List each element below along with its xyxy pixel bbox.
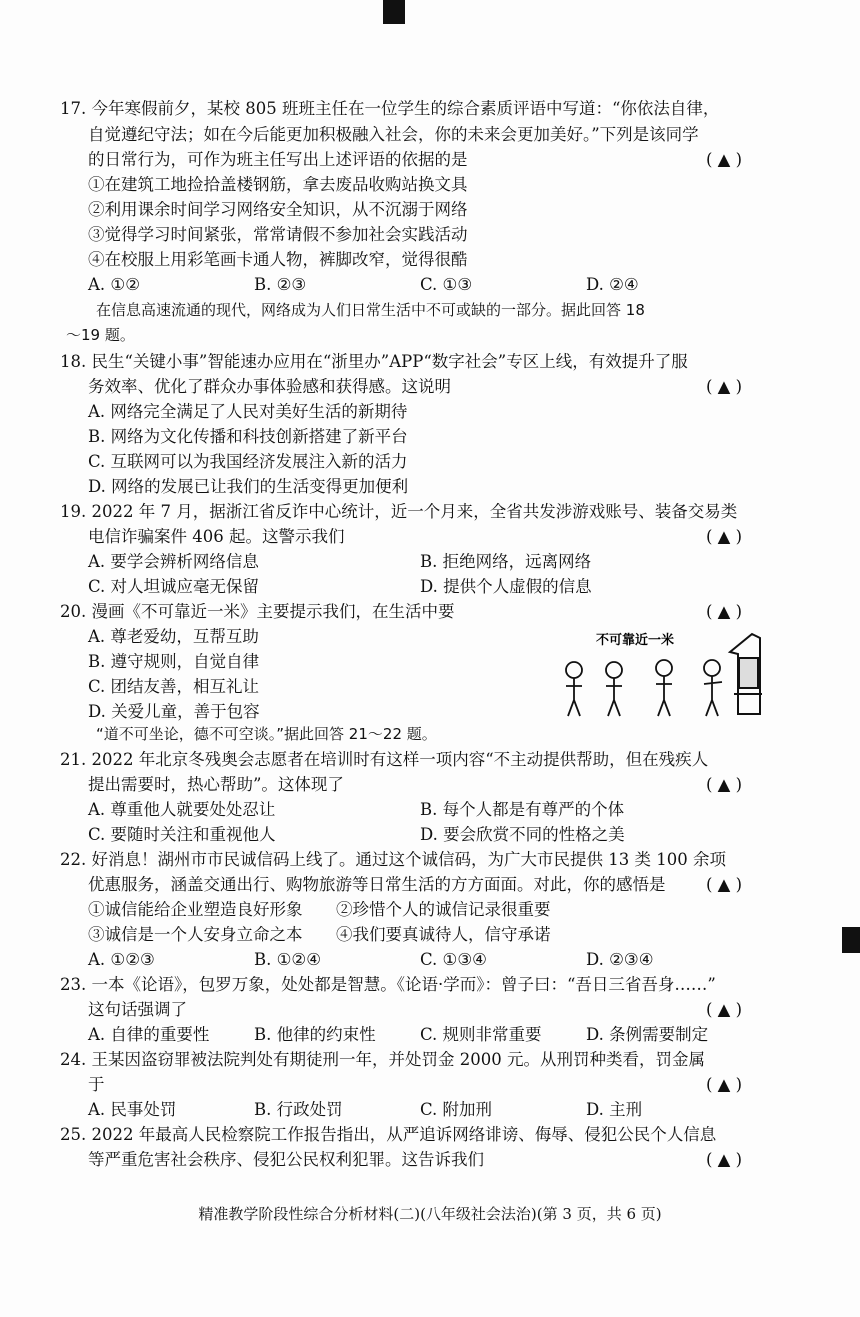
- intro-21-22: “道不可坐论，德不可空谈。”据此回答 21～22 题。: [96, 725, 437, 743]
- q24-line-2: 于: [88, 1075, 105, 1094]
- q19-answer-mark: ( ▲ ): [706, 527, 743, 546]
- queue-cartoon-illustration: [552, 624, 767, 719]
- q23-option-d: D. 条例需要制定: [586, 1025, 709, 1044]
- q17-option-b: B. ②③: [254, 275, 307, 294]
- q24-option-b: B. 行政处罚: [254, 1100, 343, 1119]
- q22-option-a: A. ①②③: [88, 950, 155, 969]
- q21-option-c: C. 要随时关注和重视他人: [88, 825, 276, 844]
- service-counter-icon: [730, 634, 762, 714]
- person-icon: [566, 662, 582, 716]
- q22-answer-mark: ( ▲ ): [706, 875, 743, 894]
- q20-option-b: B. 遵守规则，自觉自律: [88, 652, 260, 671]
- q20-answer-mark: ( ▲ ): [706, 602, 743, 621]
- q24-option-d: D. 主刑: [586, 1100, 643, 1119]
- person-icon: [656, 660, 672, 716]
- q22-item-2: ②珍惜个人的诚信记录很重要: [336, 900, 551, 919]
- q22-option-b: B. ①②④: [254, 950, 321, 969]
- q21-option-d: D. 要会欣赏不同的性格之美: [420, 825, 625, 844]
- q24-answer-mark: ( ▲ ): [706, 1075, 743, 1094]
- q18-line-1: 18. 民生“关键小事”智能速办应用在“浙里办”APP“数字社会”专区上线，有效提升了服: [60, 352, 688, 371]
- q23-option-a: A. 自律的重要性: [88, 1025, 210, 1044]
- q22-item-4: ④我们要真诚待人，信守承诺: [336, 925, 551, 944]
- q23-option-b: B. 他律的约束性: [254, 1025, 376, 1044]
- q23-line-1: 23. 一本《论语》，包罗万象，处处都是智慧。《论语·学而》：曾子曰：“吾日三省吾身……”: [60, 975, 716, 994]
- q22-option-c: C. ①③④: [420, 950, 487, 969]
- q17-item-1: ①在建筑工地捡拾盖楼钢筋，拿去废品收购站换文具: [88, 175, 468, 194]
- person-icon: [704, 660, 722, 716]
- q18-option-c: C. 互联网可以为我国经济发展注入新的活力: [88, 452, 408, 471]
- intro-18-19-line-1: 在信息高速流通的现代，网络成为人们日常生活中不可或缺的一部分。据此回答 18: [96, 301, 645, 319]
- q18-option-a: A. 网络完全满足了人民对美好生活的新期待: [88, 402, 408, 421]
- q21-line-1: 21. 2022 年北京冬残奥会志愿者在培训时有这样一项内容“不主动提供帮助，但在残疾人: [60, 750, 709, 769]
- q25-answer-mark: ( ▲ ): [706, 1150, 743, 1169]
- q20-option-a: A. 尊老爱幼，互帮互助: [88, 627, 259, 646]
- intro-18-19-line-2: ～19 题。: [66, 326, 135, 344]
- q21-option-b: B. 每个人都是有尊严的个体: [420, 800, 625, 819]
- q21-answer-mark: ( ▲ ): [706, 775, 743, 794]
- q19-option-a: A. 要学会辨析网络信息: [88, 552, 259, 571]
- q18-answer-mark: ( ▲ ): [706, 377, 743, 396]
- q17-answer-mark: ( ▲ ): [706, 150, 743, 169]
- q17-option-c: C. ①③: [420, 275, 473, 294]
- q22-line-1: 22. 好消息！湖州市市民诚信码上线了。通过这个诚信码，为广大市民提供 13 类 100 余项: [60, 850, 726, 869]
- q23-option-c: C. 规则非常重要: [420, 1025, 542, 1044]
- q19-option-d: D. 提供个人虚假的信息: [420, 577, 592, 596]
- cartoon-drawing: [552, 624, 767, 719]
- q18-option-d: D. 网络的发展已让我们的生活变得更加便利: [88, 477, 409, 496]
- q19-option-c: C. 对人坦诚应毫无保留: [88, 577, 260, 596]
- q17-item-3: ③觉得学习时间紧张，常常请假不参加社会实践活动: [88, 225, 468, 244]
- q23-line-2: 这句话强调了: [88, 1000, 187, 1019]
- q17-option-d: D. ②④: [586, 275, 639, 294]
- q22-option-d: D. ②③④: [586, 950, 654, 969]
- q19-option-b: B. 拒绝网络，远离网络: [420, 552, 592, 571]
- q18-line-2: 务效率、优化了群众办事体验感和获得感。这说明: [88, 377, 451, 396]
- registration-mark-top: [383, 0, 405, 24]
- q17-item-4: ④在校服上用彩笔画卡通人物，裤脚改窄，觉得很酷: [88, 250, 468, 269]
- q17-line-2: 自觉遵纪守法；如在今后能更加积极融入社会，你的未来会更加美好。”下列是该同学: [88, 125, 699, 144]
- q22-item-3: ③诚信是一个人安身立命之本: [88, 925, 303, 944]
- q18-option-b: B. 网络为文化传播和科技创新搭建了新平台: [88, 427, 408, 446]
- q21-option-a: A. 尊重他人就要处处忍让: [88, 800, 276, 819]
- q19-line-1: 19. 2022 年 7 月，据浙江省反诈中心统计，近一个月来，全省共发涉游戏账号、装备交易类: [60, 502, 738, 521]
- q25-line-2: 等严重危害社会秩序、侵犯公民权利犯罪。这告诉我们: [88, 1150, 484, 1169]
- q17-item-2: ②利用课余时间学习网络安全知识，从不沉溺于网络: [88, 200, 468, 219]
- q23-answer-mark: ( ▲ ): [706, 1000, 743, 1019]
- q20-option-c: C. 团结友善，相互礼让: [88, 677, 260, 696]
- q24-option-a: A. 民事处罚: [88, 1100, 177, 1119]
- q17-line-1: 17. 今年寒假前夕，某校 805 班班主任在一位学生的综合素质评语中写道：“你依法自律，: [60, 99, 720, 118]
- q17-option-a: A. ①②: [88, 275, 140, 294]
- person-icon: [606, 662, 622, 716]
- registration-mark-right: [842, 927, 860, 953]
- q20-option-d: D. 关爱儿童，善于包容: [88, 702, 260, 721]
- q21-line-2: 提出需要时，热心帮助”。这体现了: [88, 775, 344, 794]
- q20-line-1: 20. 漫画《不可靠近一米》主要提示我们，在生活中要: [60, 602, 455, 621]
- cartoon-title: 不可靠近一米: [596, 633, 675, 648]
- q17-line-3: 的日常行为，可作为班主任写出上述评语的依据的是: [88, 150, 468, 169]
- q25-line-1: 25. 2022 年最高人民检察院工作报告指出，从严追诉网络诽谤、侮辱、侵犯公民个人信息: [60, 1125, 717, 1144]
- q22-item-1: ①诚信能给企业塑造良好形象: [88, 900, 303, 919]
- q24-line-1: 24. 王某因盗窃罪被法院判处有期徒刑一年，并处罚金 2000 元。从刑罚种类看，罚金属: [60, 1050, 705, 1069]
- page-footer: 精准教学阶段性综合分析材料(二)(八年级社会法治)(第 3 页，共 6 页): [198, 1205, 662, 1223]
- q22-line-2: 优惠服务，涵盖交通出行、购物旅游等日常生活的方方面面。对此，你的感悟是: [88, 875, 666, 894]
- q24-option-c: C. 附加刑: [420, 1100, 493, 1119]
- q19-line-2: 电信诈骗案件 406 起。这警示我们: [88, 527, 345, 546]
